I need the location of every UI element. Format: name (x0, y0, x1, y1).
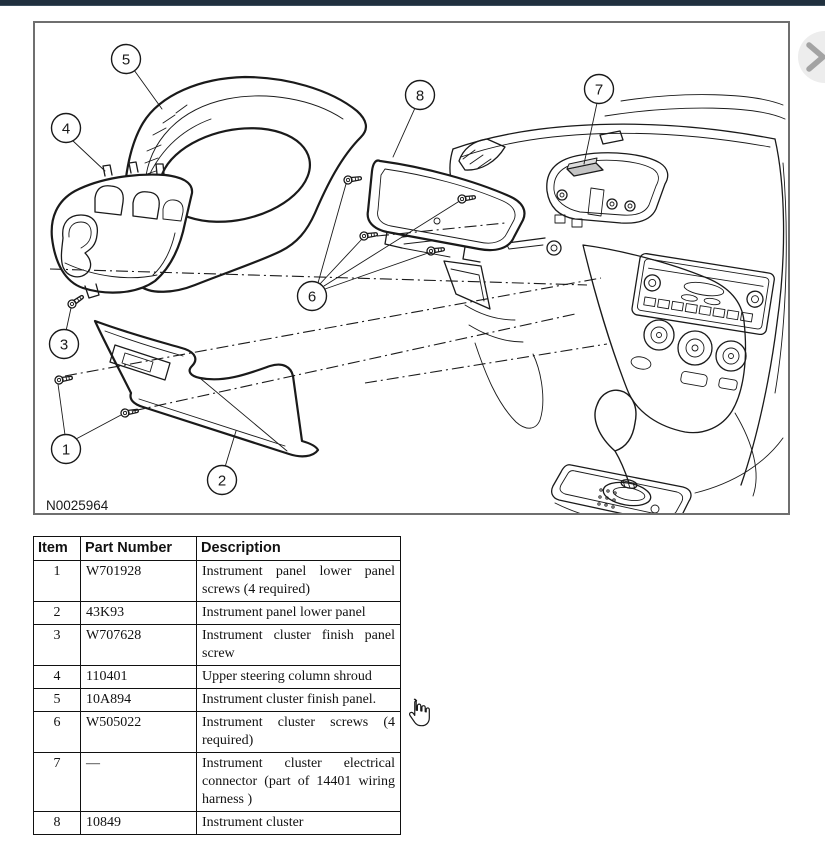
header-description: Description (197, 537, 401, 561)
item-cell: 7 (34, 753, 81, 812)
callout-label: 2 (217, 472, 227, 490)
part-number-cell: W707628 (81, 625, 197, 666)
callout-5 (112, 45, 141, 74)
part-number-cell: 10849 (81, 812, 197, 835)
description-cell: Instrument cluster electrical connector (part of 14401 wiring harness ) (197, 753, 401, 812)
callout-label: 7 (594, 81, 604, 99)
description-cell: Instrument panel lower panel screws (4 required) (197, 561, 401, 602)
part-lower-panel (95, 321, 318, 456)
climate-controls (630, 320, 746, 390)
callout-label: 8 (415, 87, 425, 105)
table-row (34, 712, 401, 753)
item-cell: 5 (34, 689, 81, 712)
table-header-row (34, 537, 401, 561)
callout-4 (52, 114, 81, 143)
callout-3 (50, 330, 79, 359)
exploded-view-figure (33, 21, 790, 515)
header-part-number: Part Number (81, 537, 197, 561)
table-row (34, 753, 401, 812)
parts-table (33, 536, 401, 835)
callout-label: 3 (59, 336, 69, 354)
part-number-cell: 110401 (81, 666, 197, 689)
part-number-cell: 10A894 (81, 689, 197, 712)
table-row (34, 666, 401, 689)
part-number-cell: — (81, 753, 197, 812)
callout-label: 4 (61, 120, 71, 138)
part-number-cell: W505022 (81, 712, 197, 753)
item-cell: 1 (34, 561, 81, 602)
header-item: Item (34, 537, 81, 561)
item-cell: 3 (34, 625, 81, 666)
exploded-view-diagram (35, 23, 788, 513)
description-cell: Instrument cluster screws (4 required) (197, 712, 401, 753)
description-cell: Instrument cluster finish panel. (197, 689, 401, 712)
callout-label: 1 (61, 441, 71, 459)
gear-shifter (552, 390, 691, 513)
figure-id-caption: N0025964 (46, 498, 109, 513)
callout-label: 5 (121, 51, 131, 69)
item-cell: 8 (34, 812, 81, 835)
description-cell: Instrument cluster finish panel screw (197, 625, 401, 666)
description-cell: Upper steering column shroud (197, 666, 401, 689)
description-cell: Instrument cluster (197, 812, 401, 835)
part-instrument-cluster (368, 160, 525, 262)
table-row (34, 602, 401, 625)
callout-2 (208, 466, 237, 495)
part-number-cell: 43K93 (81, 602, 197, 625)
part-number-cell: W701928 (81, 561, 197, 602)
top-accent-bar (0, 0, 825, 6)
description-cell: Instrument panel lower panel (197, 602, 401, 625)
item-cell: 4 (34, 666, 81, 689)
callout-6 (298, 282, 327, 311)
callout-8 (406, 81, 435, 110)
table-row (34, 625, 401, 666)
next-button[interactable] (798, 31, 825, 83)
item-cell: 6 (34, 712, 81, 753)
callout-1 (52, 435, 81, 464)
hand-cursor-icon (404, 697, 432, 736)
table-row (34, 812, 401, 835)
item-cell: 2 (34, 602, 81, 625)
table-row (34, 561, 401, 602)
radio-unit (631, 253, 775, 336)
chevron-right-icon (804, 42, 825, 72)
callout-7 (585, 75, 614, 104)
callout-label: 6 (307, 288, 317, 306)
table-row (34, 689, 401, 712)
